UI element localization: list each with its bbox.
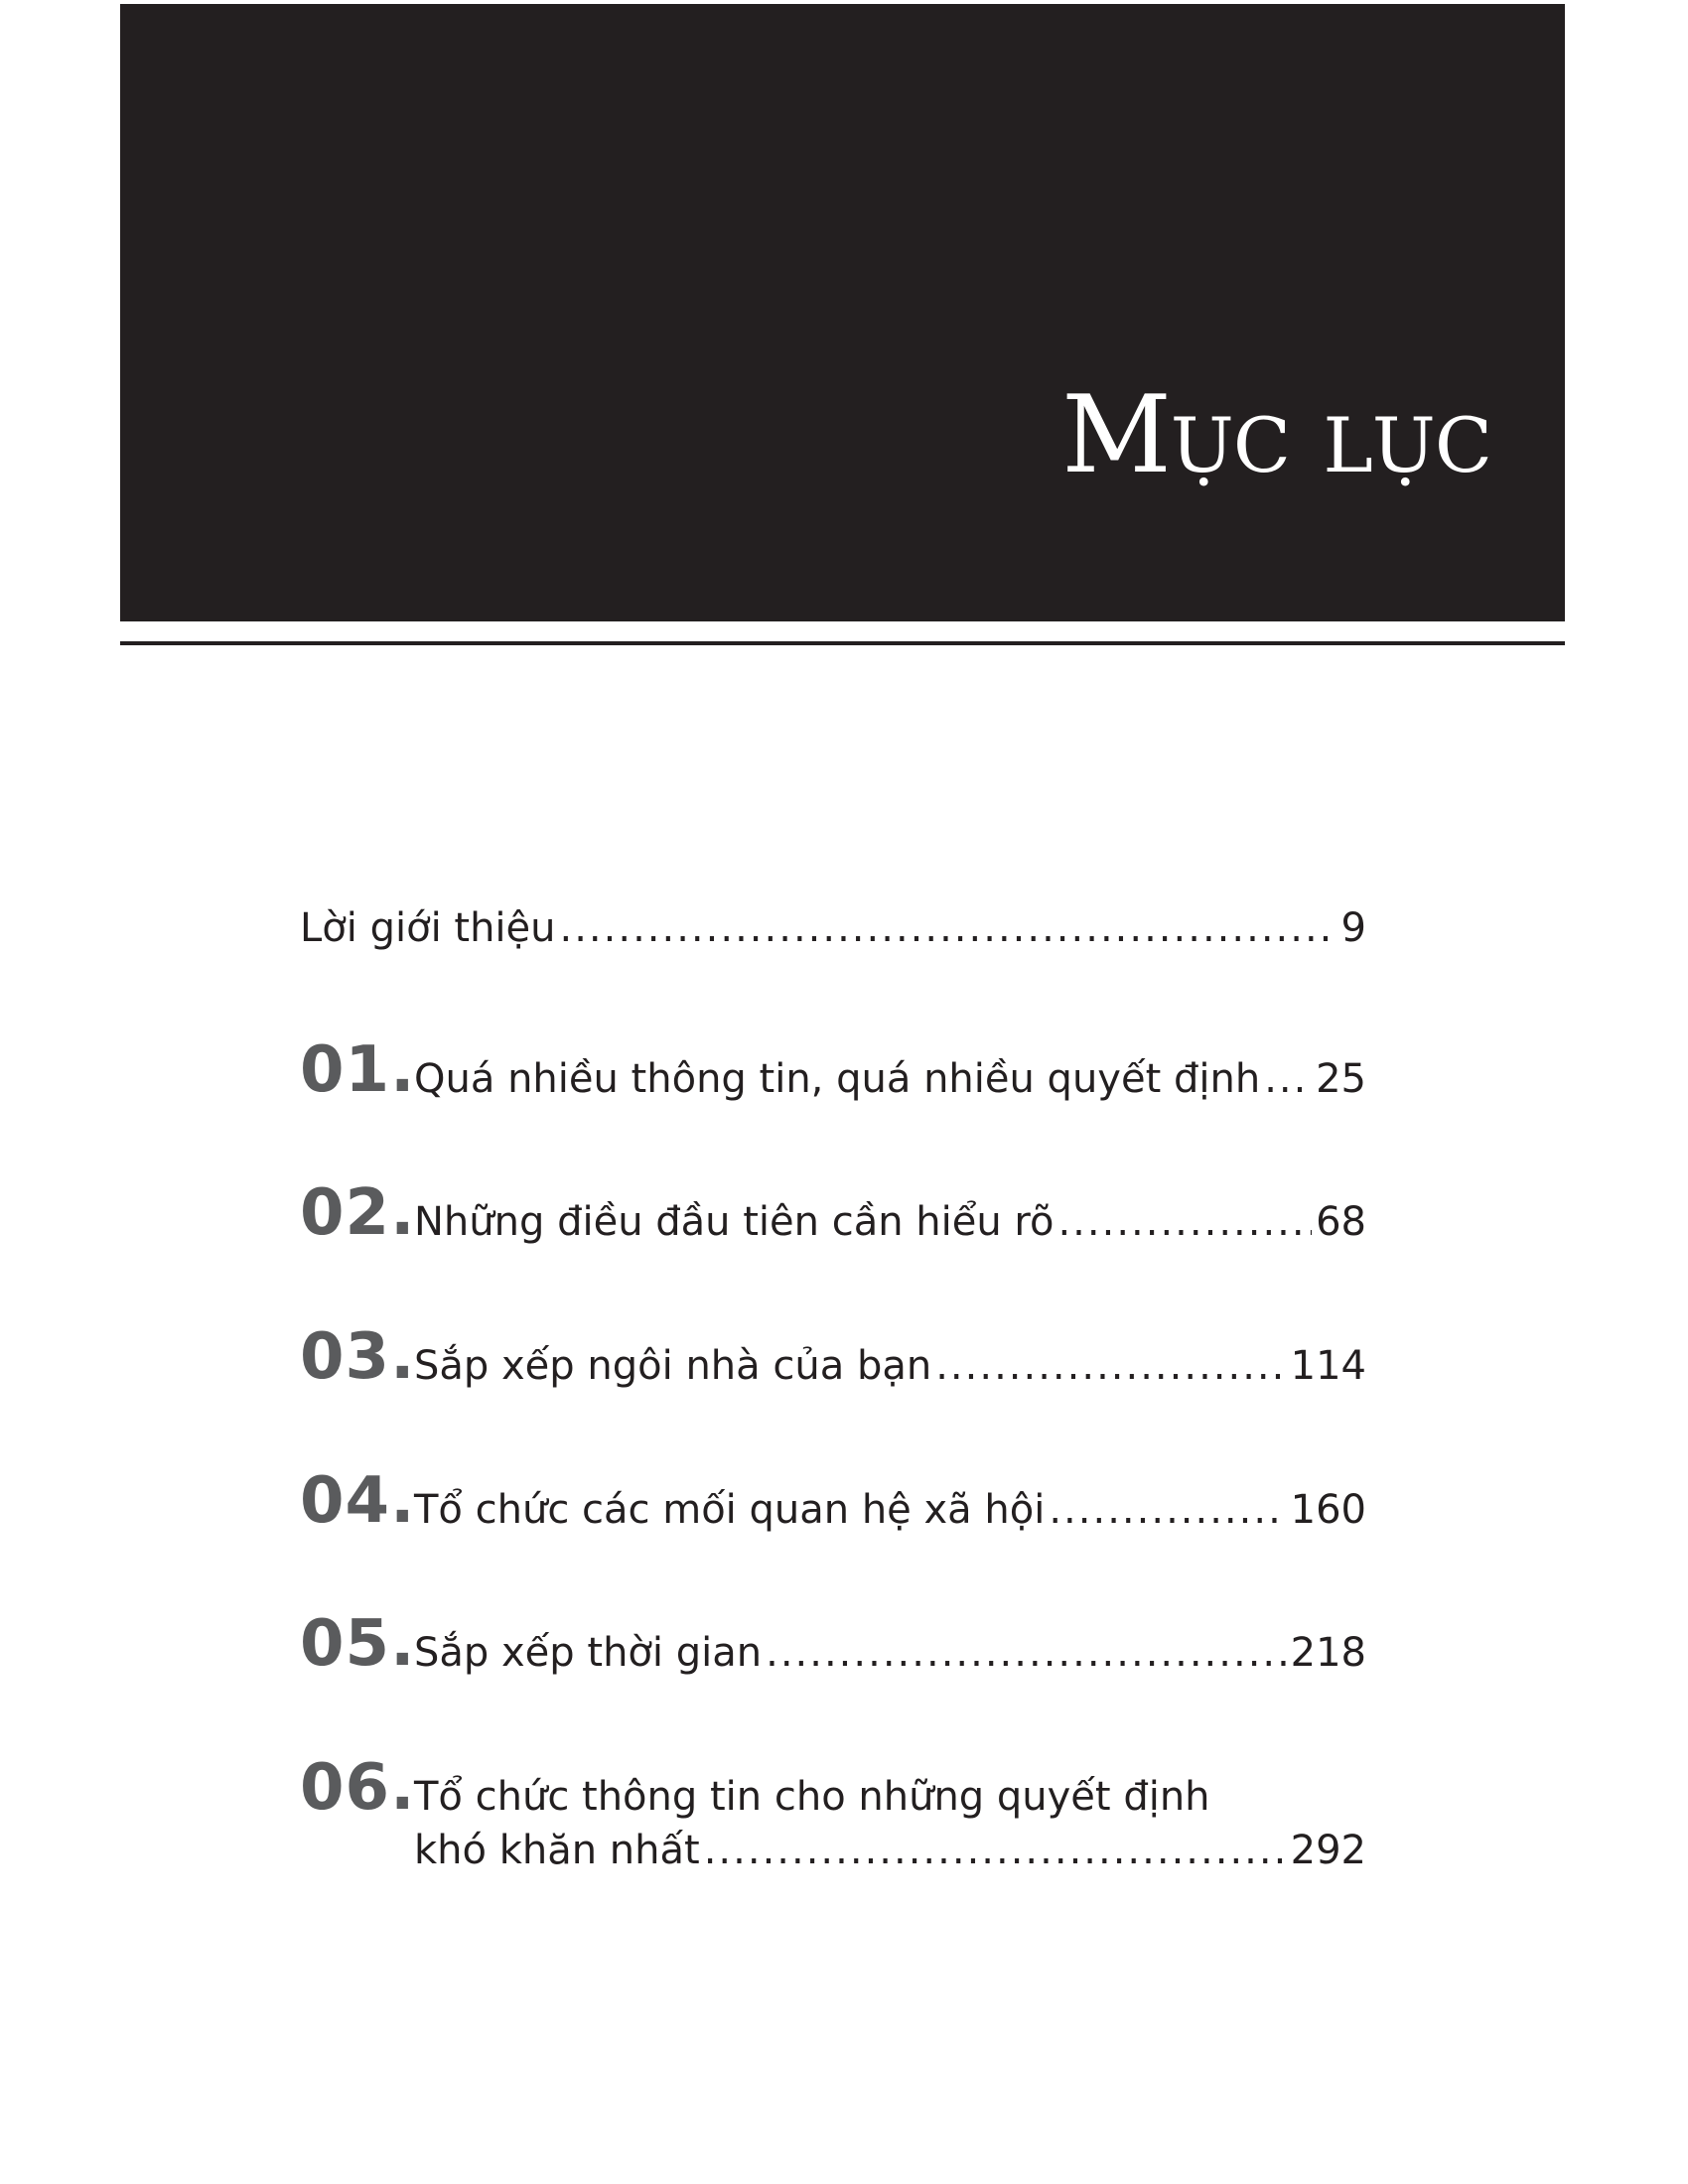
toc-entry-title: Sắp xếp thời gian — [414, 1630, 763, 1676]
toc-entry-title: Quá nhiều thông tin, quá nhiều quyết định — [414, 1056, 1261, 1102]
toc-entry-page: 9 — [1340, 905, 1366, 951]
title-banner — [120, 4, 1565, 621]
toc-entry-title-line-1: Tổ chức thông tin cho những quyết định — [414, 1774, 1210, 1820]
chapter-number: 04. — [300, 1464, 416, 1538]
page-title: Mục lục — [1061, 373, 1491, 497]
leader-dots — [1264, 1052, 1312, 1106]
chapter-number: 06. — [300, 1751, 416, 1825]
leader-dots — [1057, 1195, 1312, 1249]
toc-entry-title: Sắp xếp ngôi nhà của bạn — [414, 1343, 932, 1389]
toc-entry-page: 68 — [1316, 1199, 1366, 1245]
toc-entry-intro[interactable] — [300, 903, 1366, 953]
toc-entry-page: 25 — [1316, 1056, 1366, 1102]
toc-entry-title: Lời giới thiệu — [300, 905, 556, 951]
chapter-number: 05. — [300, 1607, 416, 1681]
leader-dots — [935, 1339, 1286, 1393]
leader-dots — [704, 1824, 1287, 1877]
toc-entry-page: 114 — [1290, 1343, 1366, 1389]
toc-entry-page: 292 — [1290, 1828, 1366, 1873]
chapter-number: 03. — [300, 1320, 416, 1394]
leader-dots — [766, 1626, 1287, 1680]
toc-entry-page: 218 — [1290, 1630, 1366, 1676]
toc-entry-title-line-2: khó khăn nhất — [414, 1828, 700, 1873]
header-divider — [120, 641, 1565, 645]
toc-entry-title: Tổ chức các mối quan hệ xã hội — [414, 1487, 1046, 1533]
chapter-number: 01. — [300, 1033, 416, 1107]
leader-dots — [560, 903, 1337, 953]
leader-dots — [1049, 1483, 1286, 1537]
toc-entry-title: Những điều đầu tiên cần hiểu rõ — [414, 1199, 1055, 1245]
toc-entry-page: 160 — [1290, 1487, 1366, 1533]
chapter-number: 02. — [300, 1176, 416, 1250]
